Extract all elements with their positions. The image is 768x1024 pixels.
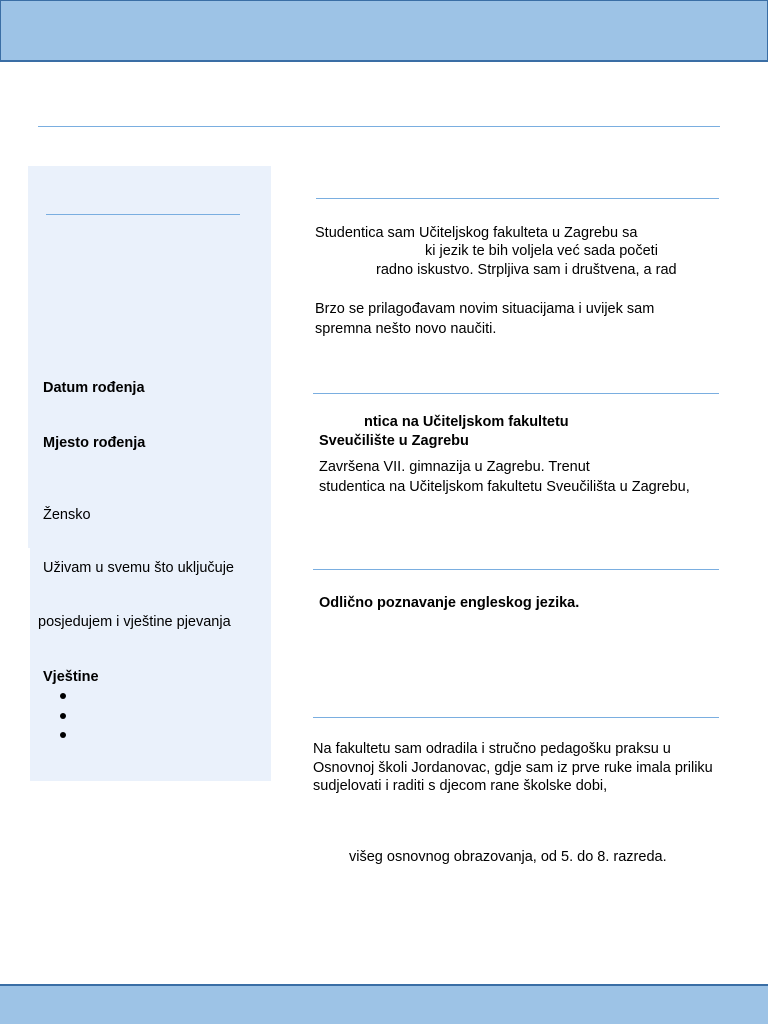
- education-rule: [313, 393, 719, 394]
- header-band: [0, 0, 768, 62]
- education-desc-line-1: Završena VII. gimnazija u Zagrebu. Trenut: [319, 459, 590, 475]
- experience-line-1: Na fakultetu sam odradila i stručno pedagošku praksu u: [313, 741, 671, 757]
- hobby-line-1: Uživam u svemu što uključuje: [43, 560, 234, 576]
- hobby-line-2: posjedujem i vještine pjevanja: [38, 614, 231, 630]
- footer-band: [0, 984, 768, 1024]
- gender-value: Žensko: [43, 507, 91, 523]
- profile-line-2: ki jezik te bih voljela već sada početi: [425, 243, 658, 259]
- header-rule: [38, 126, 720, 127]
- birth-date-label: Datum rođenja: [43, 380, 145, 396]
- experience-line-4: višeg osnovnog obrazovanja, od 5. do 8. razreda.: [349, 849, 667, 865]
- profile-line-1: Studentica sam Učiteljskog fakulteta u Zagrebu sa: [315, 225, 638, 241]
- profile-line-5: spremna nešto novo naučiti.: [315, 321, 497, 337]
- languages-rule: [313, 569, 719, 570]
- sidebar: [28, 166, 271, 781]
- education-title-line-2: Sveučilište u Zagrebu: [319, 433, 469, 449]
- profile-line-4: Brzo se prilagođavam novim situacijama i uvijek sam: [315, 301, 655, 317]
- sidebar-notch: [26, 548, 30, 781]
- sidebar-rule: [46, 214, 240, 215]
- languages-text: Odlično poznavanje engleskog jezika.: [319, 595, 580, 611]
- experience-line-2: Osnovnoj školi Jordanovac, gdje sam iz prve ruke imala priliku: [313, 760, 713, 776]
- skills-bullet: [60, 732, 66, 738]
- birth-place-label: Mjesto rođenja: [43, 435, 146, 451]
- experience-line-3: sudjelovati i raditi s djecom rane školske dobi,: [313, 778, 608, 794]
- education-title-line-1: ntica na Učiteljskom fakultetu: [364, 414, 569, 430]
- skills-bullet: [60, 693, 66, 699]
- profile-line-3: radno iskustvo. Strpljiva sam i društvena, a rad: [376, 262, 677, 278]
- education-desc-line-2: studentica na Učiteljskom fakultetu Sveučilišta u Zagrebu,: [319, 479, 690, 495]
- skills-heading: Vještine: [43, 669, 99, 685]
- profile-rule: [316, 198, 719, 199]
- skills-bullet: [60, 713, 66, 719]
- experience-rule: [313, 717, 719, 718]
